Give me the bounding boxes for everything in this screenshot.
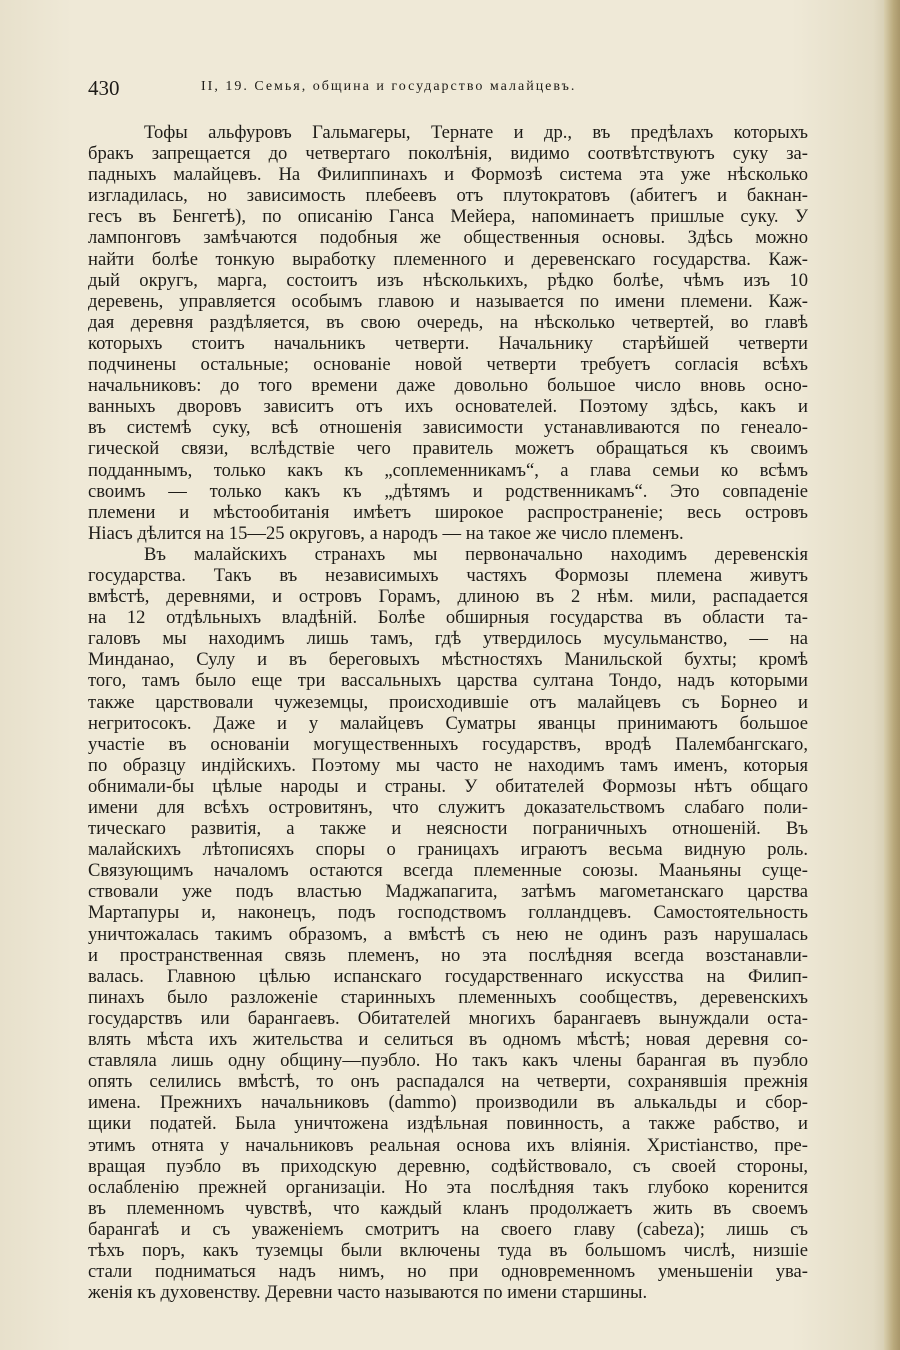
- text-line: негритосокъ. Даже и у малайцевъ Суматры яванцы принимаютъ большое: [88, 712, 808, 734]
- text-line: ослабленію прежней организаціи. Но эта послѣдняя такъ глубоко коренится: [88, 1176, 808, 1198]
- text-line: имена. Прежнихъ начальниковъ (dammo) производили въ алькальды и сбор-: [88, 1092, 808, 1114]
- text-line: тическаго развитія, а также и неясности пограничныхъ отношеній. Въ: [88, 818, 808, 840]
- text-line: дый округъ, марга, состоитъ изъ нѣсколькихъ, рѣдко болѣе, чѣмъ изъ 10: [88, 269, 808, 291]
- page-header: [88, 76, 808, 102]
- text-line: государствъ или барангаевъ. Обитателей многихъ барангаевъ вынуждали оста-: [88, 1007, 808, 1029]
- text-line: изгладилась, но зависимость плебеевъ отъ плутократовъ (абитегъ и бакнан-: [88, 185, 808, 207]
- text-line: женія къ духовенству. Деревни часто называются по имени старшины.: [88, 1282, 648, 1304]
- text-line: гесъ въ Бенгетѣ), по описанію Ганса Мейера, напоминаетъ пришлые суку. У: [88, 206, 808, 228]
- text-line: найти болѣе тонкую выработку племенного и деревенскаго государства. Каж-: [88, 248, 808, 270]
- text-line: ствовали уже подъ властью Маджапагита, затѣмъ магометанскаго царства: [88, 881, 808, 903]
- text-line: государства. Такъ въ независимыхъ частяхъ Формозы племена живутъ: [88, 564, 808, 586]
- text-line: начальниковъ: до того времени даже довольно большое число вновь осно-: [88, 375, 808, 397]
- text-line: гической связи, вслѣдствіе чего правитель можетъ обращаться къ своимъ: [88, 438, 808, 460]
- text-line: ставляла лишь одну общину—пуэбло. Но такъ какъ члены барангая въ пуэбло: [88, 1050, 808, 1072]
- text-line: деревень, управляется особымъ главою и называется по имени племени. Каж-: [88, 290, 808, 312]
- page-number: 430: [88, 76, 120, 100]
- text-line: ванныхъ дворовъ зависитъ отъ ихъ основателей. Поэтому здѣсь, какъ и: [88, 396, 808, 418]
- text-line: уничтожалась такимъ образомъ, а вмѣстѣ съ нею не одинъ разъ нарушалась: [88, 923, 808, 945]
- text-line: на 12 отдѣльныхъ владѣній. Болѣе обширныя государства въ области та-: [88, 607, 808, 629]
- text-line: галовъ мы находимъ лишь тамъ, гдѣ утвердилось мусульманство, — на: [88, 628, 808, 650]
- text-line: малайскихъ лѣтописяхъ споры о границахъ играютъ весьма видную роль.: [88, 839, 808, 861]
- text-line: подчинены остальные; основаніе новой четверти требуетъ согласія всѣхъ: [88, 354, 808, 376]
- page-edge-shadow: [884, 0, 900, 1350]
- text-line: въ системѣ суку, всѣ отношенія зависимости устанавливаются по генеало-: [88, 417, 808, 439]
- text-line: бракъ запрещается до четвертаго поколѣнія, видимо соотвѣтствуютъ суку за-: [88, 143, 808, 165]
- text-line: подданнымъ, только какъ къ „соплеменникамъ“, а глава семьи ко всѣмъ: [88, 459, 808, 481]
- text-line: лампонговъ замѣчаются подобныя же общественныя основы. Здѣсь можно: [88, 227, 808, 249]
- text-line: и пространственная связь племенъ, но эта послѣдняя всегда возстанавли-: [88, 944, 808, 966]
- text-line: Въ малайскихъ странахъ мы первоначально находимъ деревенскія: [144, 543, 808, 565]
- text-line: стали подниматься надъ нимъ, но при одновременномъ уменьшеніи ува-: [88, 1261, 808, 1283]
- body-text: [88, 122, 808, 1303]
- text-line: племени и мѣстообитанія имѣетъ широкое распространеніе; весь островъ: [88, 501, 808, 523]
- text-line: вращая пуэбло въ приходскую деревню, содѣйствовало, съ своей стороны,: [88, 1155, 808, 1177]
- text-line: этимъ отнята у начальниковъ реальная основа ихъ вліянія. Христіанство, пре-: [88, 1134, 808, 1156]
- text-line: дая деревня раздѣляется, въ свою очередь, на нѣсколько четвертей, во главѣ: [88, 311, 808, 333]
- text-line: своимъ — только какъ къ „дѣтямъ и родственникамъ“. Это совпаденіе: [88, 480, 808, 502]
- text-line: Минданао, Сулу и въ береговыхъ мѣстностяхъ Манильской бухты; кромѣ: [88, 649, 808, 671]
- text-line: Ніасъ дѣлится на 15—25 округовъ, а народъ — на такое же число племенъ.: [88, 522, 684, 544]
- text-line: валась. Главною цѣлью испанскаго государственнаго искусства на Филип-: [88, 965, 808, 987]
- text-line: Мартапуры и, наконецъ, подъ господствомъ голландцевъ. Самостоятельность: [88, 902, 808, 924]
- text-line: которыхъ стоитъ начальникъ четверти. Начальнику старѣйшей четверти: [88, 332, 808, 354]
- text-line: влять мѣста ихъ жительства и селиться въ одномъ мѣстѣ; новая деревня со-: [88, 1029, 808, 1051]
- text-line: Связующимъ началомъ остаются всегда племенные союзы. Мааньяны суще-: [88, 860, 808, 882]
- text-line: пинахъ было разложеніе старинныхъ племенныхъ сообществъ, деревенскихъ: [88, 986, 808, 1008]
- text-line: тѣхъ поръ, какъ туземцы были включены туда въ большомъ числѣ, низшіе: [88, 1239, 808, 1261]
- text-line: участіе въ основаніи могущественныхъ государствъ, вродѣ Палембангскаго,: [88, 733, 808, 755]
- text-line: того, тамъ было еще три вассальныхъ царства султана Тондо, надъ которыми: [88, 670, 808, 692]
- text-line: Тофы альфуровъ Гальмагеры, Тернате и др., въ предѣлахъ которыхъ: [144, 122, 808, 143]
- text-line: по образцу индійскихъ. Поэтому мы часто не находимъ тамъ именъ, которыя: [88, 754, 808, 776]
- text-line: въ племенномъ чувствѣ, что каждый кланъ продолжаетъ жить въ своемъ: [88, 1197, 808, 1219]
- text-line: имени для всѣхъ островитянъ, что служитъ доказательствомъ слабаго поли-: [88, 797, 808, 818]
- text-line: также царствовали чужеземцы, происходившіе отъ малайцевъ съ Борнео и: [88, 691, 808, 713]
- text-line: опять селились вмѣстѣ, то онъ распадался на четверти, сохранявшія прежнія: [88, 1071, 808, 1093]
- text-line: обнимали-бы цѣлые народы и страны. У обитателей Формозы нѣтъ общаго: [88, 775, 808, 797]
- text-line: вмѣстѣ, деревнями, и островъ Горамъ, длиною въ 2 нѣм. мили, распадается: [88, 586, 808, 608]
- running-title: II, 19. Семья, община и государство малайцевъ.: [201, 79, 577, 94]
- text-line: барангаѣ и съ уваженіемъ смотритъ на своего главу (cabeza); лишь съ: [88, 1218, 808, 1240]
- text-line: щики податей. Была уничтожена издѣльная повинность, а также рабство, и: [88, 1113, 808, 1135]
- text-line: падныхъ малайцевъ. На Филиппинахъ и Формозѣ система эта уже нѣсколько: [88, 164, 808, 186]
